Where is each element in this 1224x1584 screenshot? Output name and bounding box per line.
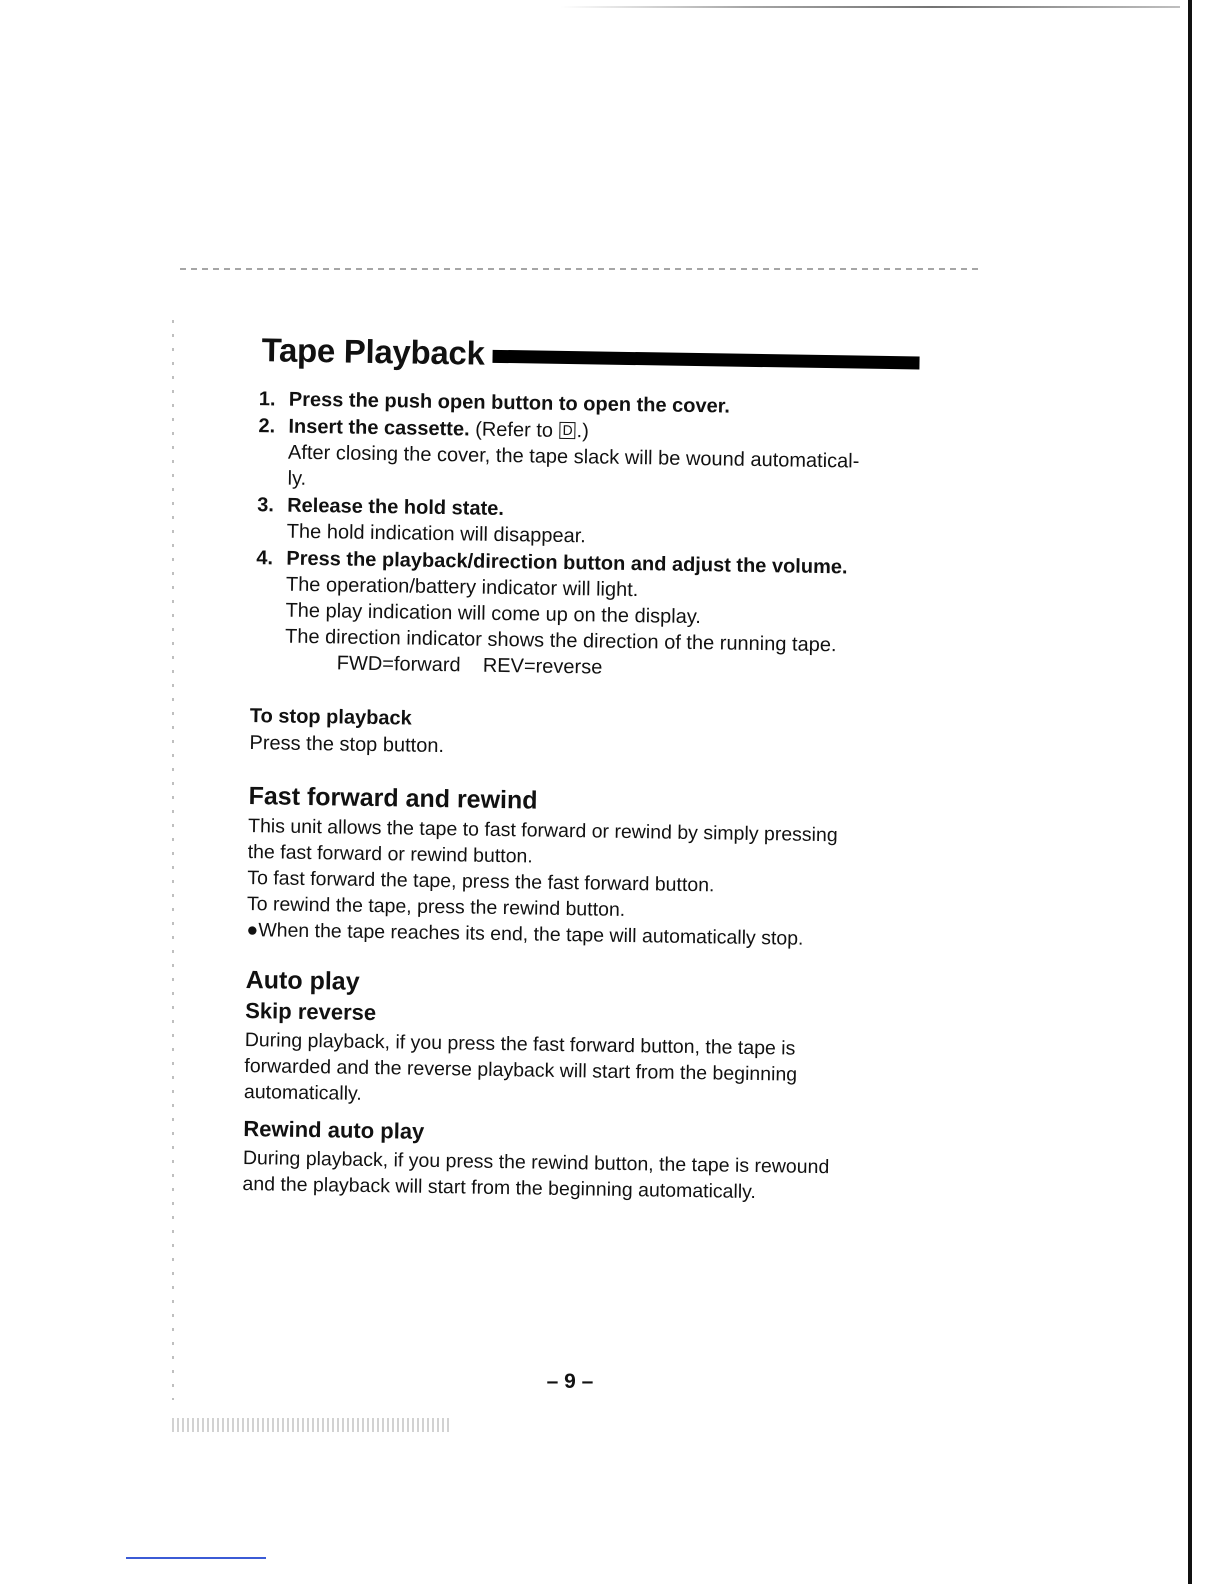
step-reference-end: .) [576,420,590,443]
step-reference: (Refer to [474,418,554,442]
step-number: 3. [257,494,275,517]
step-3 [257,492,918,554]
step-description: The play indication will come up on the display. [285,599,702,629]
stop-heading: To stop playback [249,705,412,730]
step-heading: Release the hold state. [287,494,505,521]
step-number: 2. [258,415,276,438]
step-number: 1. [258,388,276,411]
page-title: Tape Playback [261,331,485,372]
skip-reverse-heading: Skip reverse [245,998,377,1026]
step-heading: Insert the cassette. [288,415,470,441]
stop-text: Press the stop button. [249,732,445,758]
page-content [236,326,920,1207]
rewind-auto-play-line: and the playback will start from the beginning automatically. [242,1172,757,1204]
stop-playback-block [249,703,914,767]
step-number: 4. [256,547,274,570]
step-description: The operation/battery indicator will light. [285,573,639,602]
step-description: The direction indicator shows the direction of the running tape. [284,625,837,657]
step-heading: Press the playback/direction button and adjust the volume. [286,547,848,579]
step-heading: Press the push open button to open the cover. [288,388,731,418]
steps-list [255,386,919,685]
page-number: – 9 – [546,1370,594,1393]
rewind-auto-play-heading: Rewind auto play [243,1115,425,1144]
step-description: The hold indication will disappear. [286,520,586,548]
fast-forward-line: This unit allows the tape to fast forward or rewind by simply pressing [247,815,838,847]
fast-forward-line: To fast forward the tape, press the fast forward button. [247,867,715,897]
section-title-row [261,326,920,384]
scan-artifact-blue-line [126,1557,266,1559]
skip-reverse-line: forwarded and the reverse playback will start from the beginning [244,1055,798,1086]
fast-forward-heading: Fast forward and rewind [248,782,538,815]
step-4 [255,545,917,685]
auto-play-heading: Auto play [245,966,360,996]
scan-artifact-top [560,6,1180,8]
title-rule [492,349,919,369]
fast-forward-note: ●When the tape reaches its end, the tape will automatically stop. [246,919,804,950]
fast-forward-line: To rewind the tape, press the rewind button. [246,893,626,921]
rewind-auto-play-line: During playback, if you press the rewind button, the tape is rewound [242,1146,830,1179]
fast-forward-line: the fast forward or rewind button. [247,841,533,868]
step-description: ly. [287,467,307,490]
skip-reverse-line: automatically. [243,1081,362,1105]
page-edge [1188,0,1192,1584]
skip-reverse-line: During playback, if you press the fast forward button, the tape is [244,1029,796,1060]
boxed-letter-reference: D [559,422,575,439]
scan-artifact-bottom [172,1418,452,1432]
scan-artifact-left [172,320,174,1400]
direction-legend: FWD=forward REV=reverse [336,652,603,679]
step-2 [257,413,918,501]
step-description: After closing the cover, the tape slack will be wound automatical- [287,441,860,473]
scan-artifact-fold [180,268,980,270]
